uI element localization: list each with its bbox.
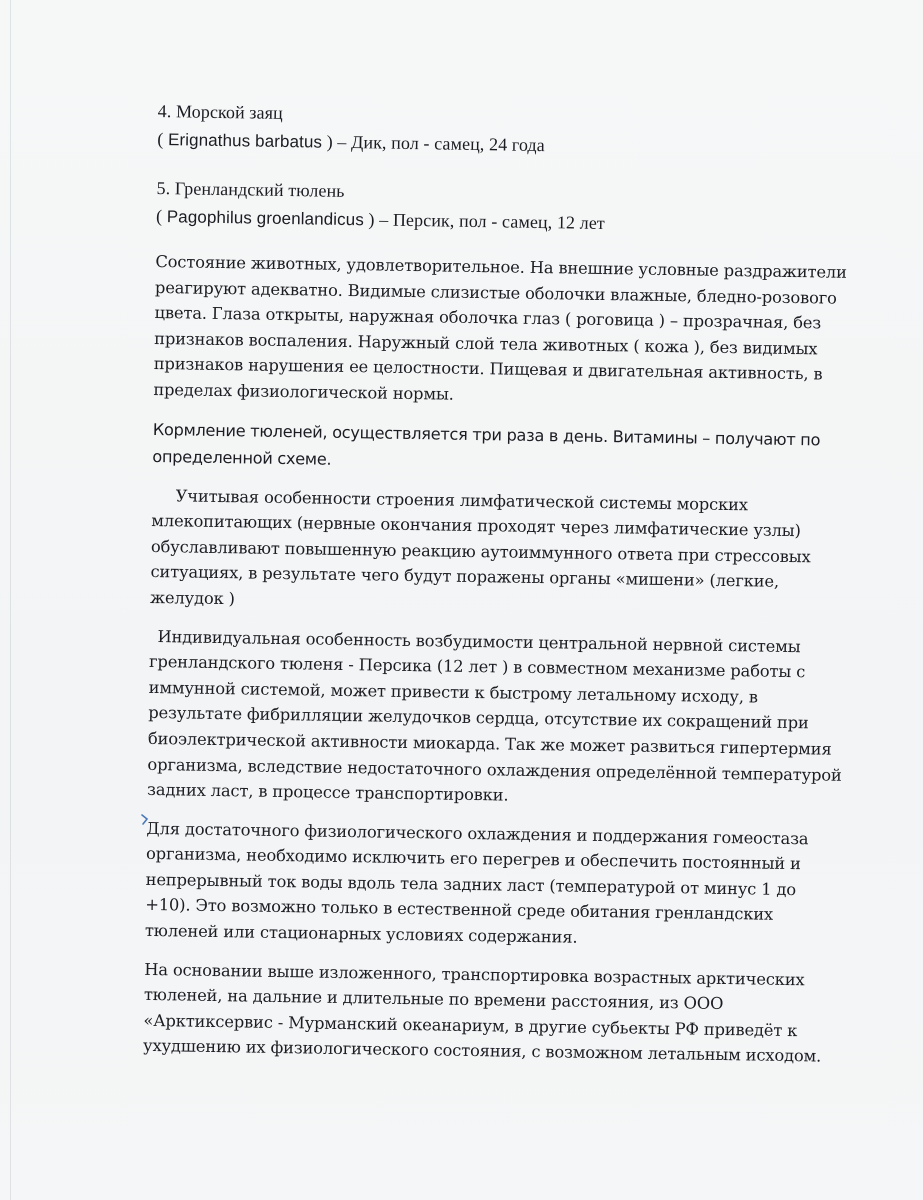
animal-entry-4 — [157, 97, 858, 165]
animal-entry-4-heading: 4. Морской заяц — [157, 100, 283, 123]
paragraph-condition: Состояние животных, удовлетворительное. На внешние условные раздражители реагируют адекватно. Видимые слизистые оболочки влажные, бледно-розового цвета. Глаза открыты, наружная оболочка глаз ( роговица ) – прозрачная, без признаков воспаления. Наружный слой тела животных ( кожа ), без видимых признаков нарушения ее целостности. Пищевая и двигательная активность, в пределах физиологической нормы. — [153, 251, 847, 404]
animal-entry-4-details: ( Erignathus barbatus ) – Дик, пол - самец, 24 года — [157, 128, 546, 156]
animal-entry-5-heading: 5. Гренландский тюлень — [156, 177, 345, 201]
document-body — [143, 97, 858, 1083]
animal-entry-5-details: ( Pagophilus groenlandicus ) – Персик, пол - самец, 12 лет — [155, 205, 606, 234]
paragraph-lymphatic: Учитывая особенности строения лимфатической системы морских млекопитающих (нервные окончания проходят через лимфатические узлы) обуславливают повышенную реакцию аутоиммунного ответа при стрессовых ситуациях, в результате чего будут поражены органы «мишени» (легкие, желудок ) — [149, 485, 811, 609]
scan-edge-line — [10, 0, 11, 1200]
paragraph-individual: Индивидуальная особенность возбудимости центральной нервной системы гренландского тюленя - Персика (12 лет ) в совместном механизме работы с иммунной системой, может привести к быстрому летальному исходу, в результате фибрилляции желудочков сердца, отсутствие их сокращений при биоэлектрической активности миокарда. Так же может развиться гипертермия организма, вследствие недостаточного охлаждения определённой температурой задних ласт, в процессе транспортировки. — [146, 626, 842, 805]
paragraph-feeding: Кормление тюленей, осуществляется три раза в день. Витамины – получают по определенной схеме. — [152, 419, 821, 469]
paragraph-cooling: Для достаточного физиологического охлаждения и поддержания гомеостаза организма, необходимо исключить его перегрев и обеспечить постоянный и непрерывный ток воды вдоль тела задних ласт (температурой от минус 1 до +10). Это возможно только в естественной среде обитания гренландских тюленей или стационарных условиях содержания. — [144, 818, 809, 947]
animal-entry-5-info: – Персик, пол - самец, 12 лет — [379, 209, 606, 234]
paragraph-conclusion: На основании выше изложенного, транспортировка возрастных арктических тюленей, на дальние и длительные по времени расстояния, из ООО «Арктиксервис - Мурманский океанариум, в другие субьекты РФ приведёт к ухудшению их физиологического состояния, с возможном летальным исходом. — [142, 959, 822, 1066]
animal-entry-4-latin-name: Erignathus barbatus — [167, 130, 323, 152]
animal-entry-4-info: – Дик, пол - самец, 24 года — [337, 131, 546, 156]
animal-entry-5 — [156, 174, 857, 242]
animal-entry-5-latin-name: Pagophilus groenlandicus — [166, 207, 365, 230]
